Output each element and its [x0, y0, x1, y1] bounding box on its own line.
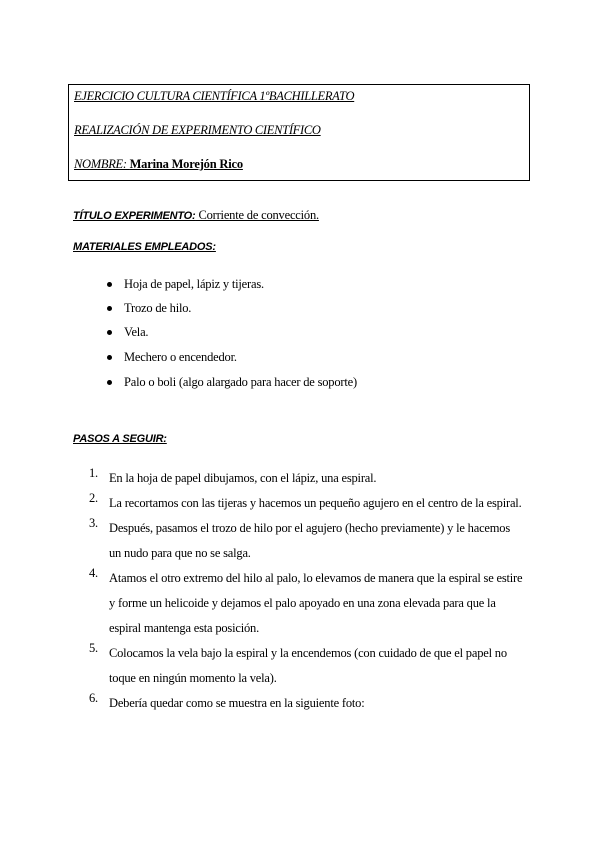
step-number: 5. — [89, 641, 98, 655]
step-text: Después, pasamos el trozo de hilo por el agujero (hecho previamente) y le hacemos — [109, 521, 511, 535]
step-text: espiral mantenga esta posición. — [109, 621, 260, 635]
step-number: 6. — [89, 691, 98, 705]
name-line — [74, 157, 243, 172]
step-text: Atamos el otro extremo del hilo al palo, lo elevamos de manera que la espiral se estire — [109, 571, 523, 585]
experiment-title-line — [73, 208, 319, 223]
step-text: La recortamos con las tijeras y hacemos un pequeño agujero en el centro de la espiral. — [109, 496, 522, 510]
bullet-icon — [107, 306, 112, 311]
bullet-icon — [107, 355, 112, 360]
step-number: 2. — [89, 491, 98, 505]
bullet-icon — [107, 282, 112, 287]
course-title: EJERCICIO CULTURA CIENTÍFICA 1ºBACHILLERATO — [74, 89, 355, 103]
step-number: 3. — [89, 516, 98, 530]
steps-heading: PASOS A SEGUIR: — [73, 433, 167, 445]
header-box — [68, 84, 530, 181]
experiment-title-value: Corriente de convección. — [195, 208, 319, 222]
step-text: Debería quedar como se muestra en la siguiente foto: — [109, 696, 365, 710]
bullet-icon — [107, 330, 112, 335]
step-text: En la hoja de papel dibujamos, con el lápiz, una espiral. — [109, 471, 377, 485]
step-text: un nudo para que no se salga. — [109, 546, 251, 560]
step-text: toque en ningún momento la vela). — [109, 671, 277, 685]
step-number: 1. — [89, 466, 98, 480]
materials-heading: MATERIALES EMPLEADOS: — [73, 241, 216, 253]
step-text: Colocamos la vela bajo la espiral y la encendemos (con cuidado de que el papel no — [109, 646, 507, 660]
experiment-title-label: TÍTULO EXPERIMENTO: — [73, 210, 196, 222]
name-value: Marina Morejón Rico — [129, 157, 243, 171]
step-text: y forme un helicoide y dejamos el palo apoyado en una zona elevada para que la — [109, 596, 496, 610]
bullet-icon — [107, 380, 112, 385]
name-label: NOMBRE: — [74, 157, 130, 171]
step-number: 4. — [89, 566, 98, 580]
assignment-title: REALIZACIÓN DE EXPERIMENTO CIENTÍFICO — [74, 123, 321, 137]
